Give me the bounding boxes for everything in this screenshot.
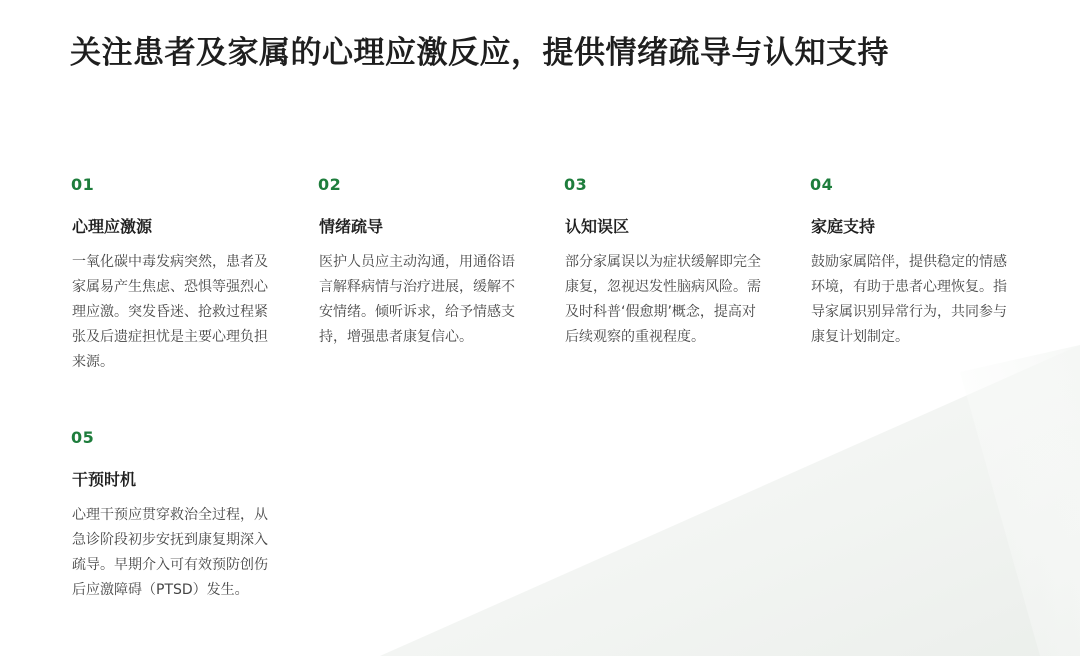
card-number: 01	[71, 175, 95, 194]
card-body: 鼓励家属陪伴，提供稳定的情感环境，有助于患者心理恢复。指导家属识别异常行为，共同参与康复计划制定。	[811, 254, 1007, 345]
card-title: 认知误区	[565, 217, 630, 236]
card-number: 03	[564, 175, 588, 194]
card-body: 一氧化碳中毒发病突然，患者及家属易产生焦虑、恐惧等强烈心理应激。突发昏迷、抢救过程紧张及后遗症担忧是主要心理负担来源。	[72, 254, 268, 370]
decor-shape-large	[380, 345, 1080, 656]
card-body: 部分家属误以为症状缓解即完全康复，忽视迟发性脑病风险。需及时科普‘假愈期’概念，提高对后续观察的重视程度。	[565, 254, 761, 345]
card-title: 家庭支持	[811, 217, 876, 236]
card-body: 医护人员应主动沟通，用通俗语言解释病情与治疗进展，缓解不安情绪。倾听诉求，给予情感支持，增强患者康复信心。	[319, 254, 515, 345]
card-number: 05	[71, 428, 95, 447]
decor-shape-band	[960, 345, 1080, 656]
card-number: 02	[318, 175, 342, 194]
card-title: 干预时机	[72, 470, 137, 489]
card-body: 心理干预应贯穿救治全过程，从急诊阶段初步安抚到康复期深入疏导。早期介入可有效预防创伤后应激障碍（PTSD）发生。	[72, 507, 268, 598]
card-number: 04	[810, 175, 834, 194]
page-title: 关注患者及家属的心理应激反应，提供情绪疏导与认知支持	[70, 35, 889, 71]
card-title: 心理应激源	[72, 217, 153, 236]
card-title: 情绪疏导	[319, 217, 384, 236]
